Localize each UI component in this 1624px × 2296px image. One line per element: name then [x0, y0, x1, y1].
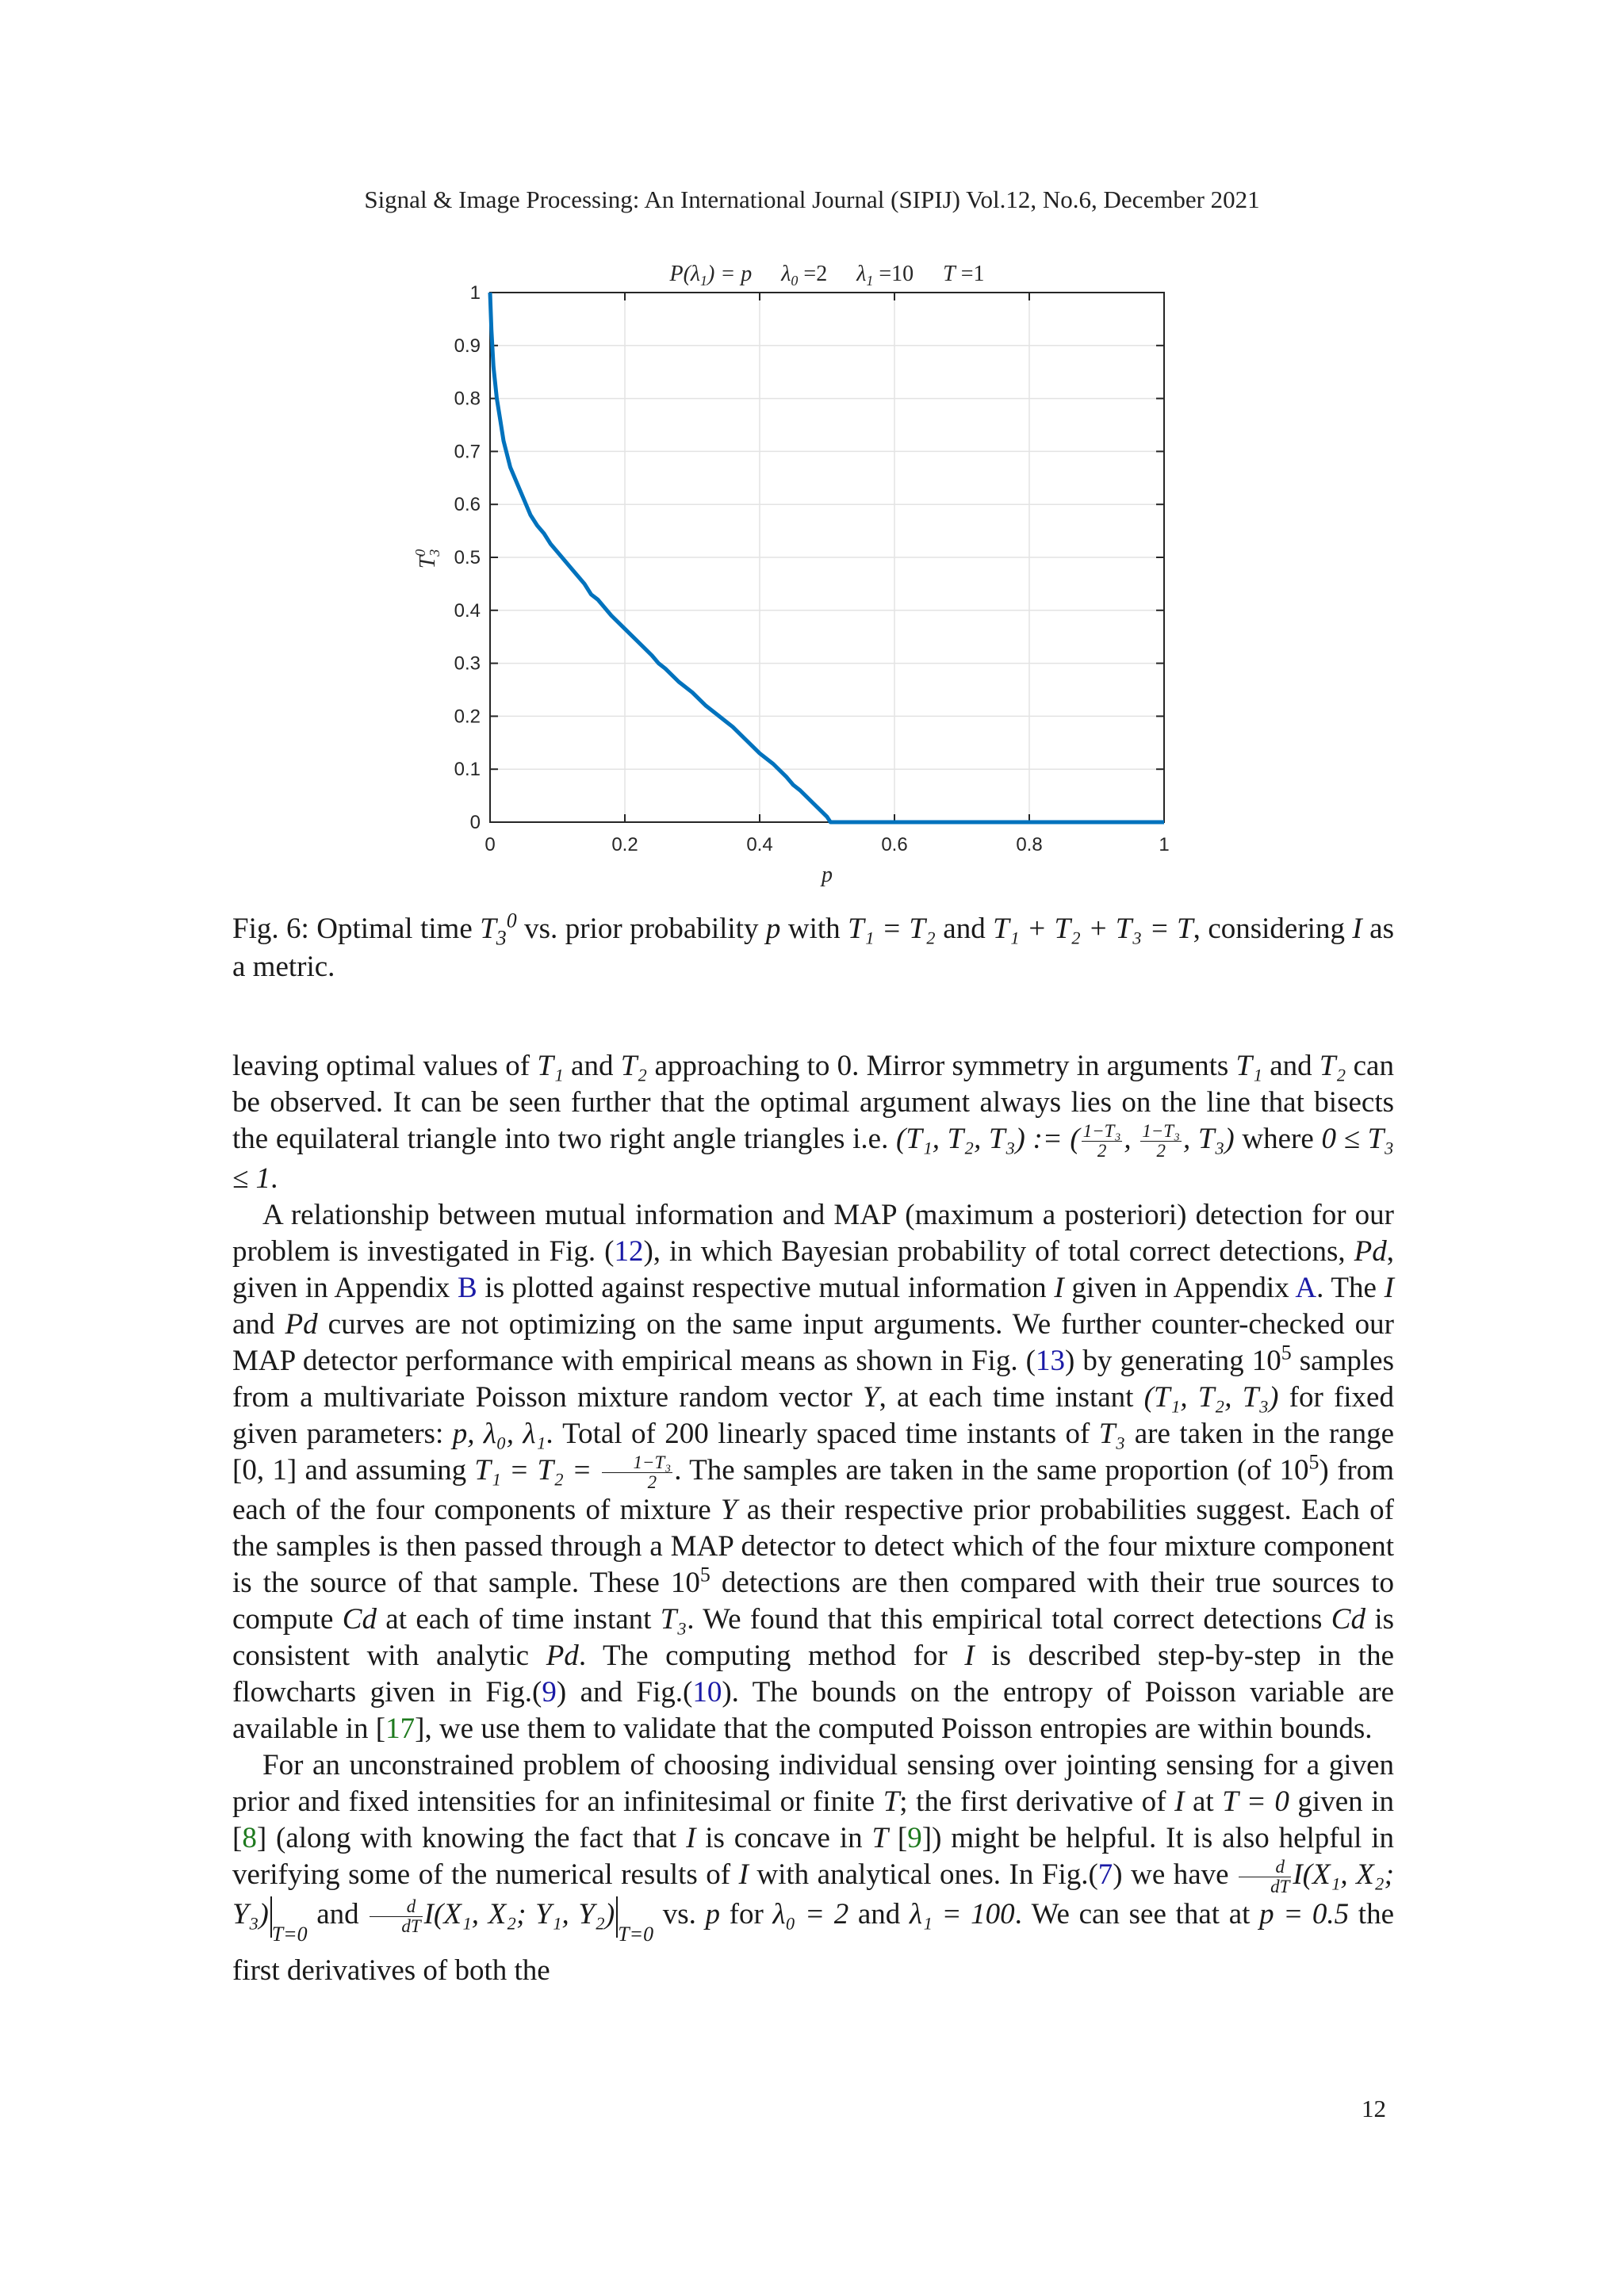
- x-tick-label: 0.6: [881, 834, 908, 855]
- ref-appendix-a[interactable]: A: [1295, 1272, 1317, 1305]
- paragraph-2: A relationship between mutual information and MAP (maximum a posteriori) detection for our problem is investigated in Fig. (12), in which Bayesian probability of total correct detections, Pd, given in Appendix B is plotted against respective mutual information I given in Appendix A. The I and Pd curves are not optimizing on the same input arguments. We further counter-checked our MAP detector performance with empirical means as shown in Fig. (13) by generating $10^5$ samples from a multivariate Poisson mixture random vector Y, at each time instant (T₁, T₂, T₃) for fixed given parameters: p, λ₀, λ₁. Total of 200 linearly spaced time instants of T₃ are taken in the range [0, 1] and assuming T₁ = T₂ = $\frac{\text{1−T₃}}{2}$ . The samples are taken in the same proportion (of $10^5$) from each of the four components of mixture Y as their respective prior probabilities suggest. Each of the samples is then passed through a MAP detector to detect which of the four mixture component is the source of that sample. These $10^5$ detections are then compared with their true sources to compute Cd at each of time instant T₃. We found that this empirical total correct detections Cd is consistent with analytic Pd. The computing method for I is described step-by-step in the flowcharts given in Fig.(9) and Fig.(10). The bounds on the entropy of Poisson variable are available in [17], we use them to validate that the computed Poisson entropies are within bounds.: [232, 1199, 1395, 1746]
- ref-fig-9[interactable]: 9: [542, 1676, 557, 1709]
- x-tick-label: 0.8: [1016, 834, 1043, 855]
- y-tick-label: 0.7: [454, 441, 481, 463]
- plot-grid: [490, 293, 1164, 822]
- ref-fig-10[interactable]: 10: [692, 1676, 722, 1709]
- x-axis-label: p: [822, 863, 833, 887]
- y-tick-label: 0.5: [454, 547, 481, 568]
- ref-citation-9[interactable]: 9: [907, 1822, 922, 1855]
- body-text: [232, 1048, 1394, 1989]
- ref-appendix-b[interactable]: B: [458, 1272, 477, 1305]
- figure-caption: Fig. 6: Optimal time $T_3^0$ vs. prior probability p with T₁ = T₂ and T₁ + T₂ + T₃ = T, considering I as a metric.: [232, 909, 1394, 983]
- y-tick-label: 0.6: [454, 494, 481, 516]
- paragraph-1: leaving optimal values of T₁ and T₂ approaching to 0. Mirror symmetry in arguments T₁ and T₂ can be observed. It can be seen further that the optimal argument always lies on the line that bisects the equilateral triangle into two right angle triangles i.e. (T₁, T₂, T₃) := ( $\frac{\text{1−T₃}}{2}$ , $\frac{\text{1−T₃}}{2}$ , T₃) where 0 ≤ T₃ ≤ 1.: [232, 1050, 1395, 1196]
- running-header: Signal & Image Processing: An International Journal (SIPIJ) Vol.12, No.6, December 2021: [364, 186, 1260, 213]
- y-tick-label: 0.2: [454, 706, 481, 728]
- y-axis-label: $T_30$: [412, 549, 442, 569]
- y-tick-label: 0.3: [454, 652, 481, 675]
- x-tick-label: 1: [1159, 834, 1170, 855]
- ref-citation-17[interactable]: 17: [385, 1712, 416, 1746]
- y-tick-label: 1: [469, 282, 481, 304]
- y-tick-label: 0: [469, 812, 481, 833]
- y-tick-label: 0.1: [454, 759, 481, 781]
- plot-title: $P(\lambda_1) = p$ $\lambda_0 =2$ $\lambda_1 =10$ T =1: [669, 262, 985, 289]
- figure-6-plot: [0, 0, 1624, 896]
- ref-citation-8[interactable]: 8: [242, 1822, 257, 1855]
- x-tick-label: 0: [485, 834, 496, 855]
- ref-fig-7[interactable]: 7: [1097, 1858, 1113, 1892]
- x-tick-label: 0.4: [746, 834, 773, 855]
- y-tick-label: 0.8: [454, 388, 481, 410]
- y-tick-label: 0.9: [454, 335, 481, 357]
- paragraph-3: For an unconstrained problem of choosing individual sensing over jointing sensing for a given prior and fixed intensities for an infinitesimal or finite T; the first derivative of I at T = 0 given in [8] (along with knowing the fact that I is concave in T [9]) might be helpful. It is also helpful in verifying some of the numerical results of I with analytical ones. In Fig.(7) we have $\frac{d}{dT}$ I(X₁, X₂; $Y_3)_{T=0}$ and $\frac{d}{dT}$ I(X₁, X₂; Y₁, $Y_2)_{T=0}$ vs. p for λ₀ = 2 and λ₁ = 100. We can see that at p = 0.5 the first derivatives of both the: [232, 1749, 1395, 1988]
- page-number: 12: [1362, 2095, 1386, 2122]
- x-tick-label: 0.2: [611, 834, 638, 855]
- ref-fig-13[interactable]: 13: [1035, 1345, 1065, 1378]
- ref-fig-12[interactable]: 12: [614, 1235, 644, 1269]
- y-tick-label: 0.4: [454, 599, 481, 622]
